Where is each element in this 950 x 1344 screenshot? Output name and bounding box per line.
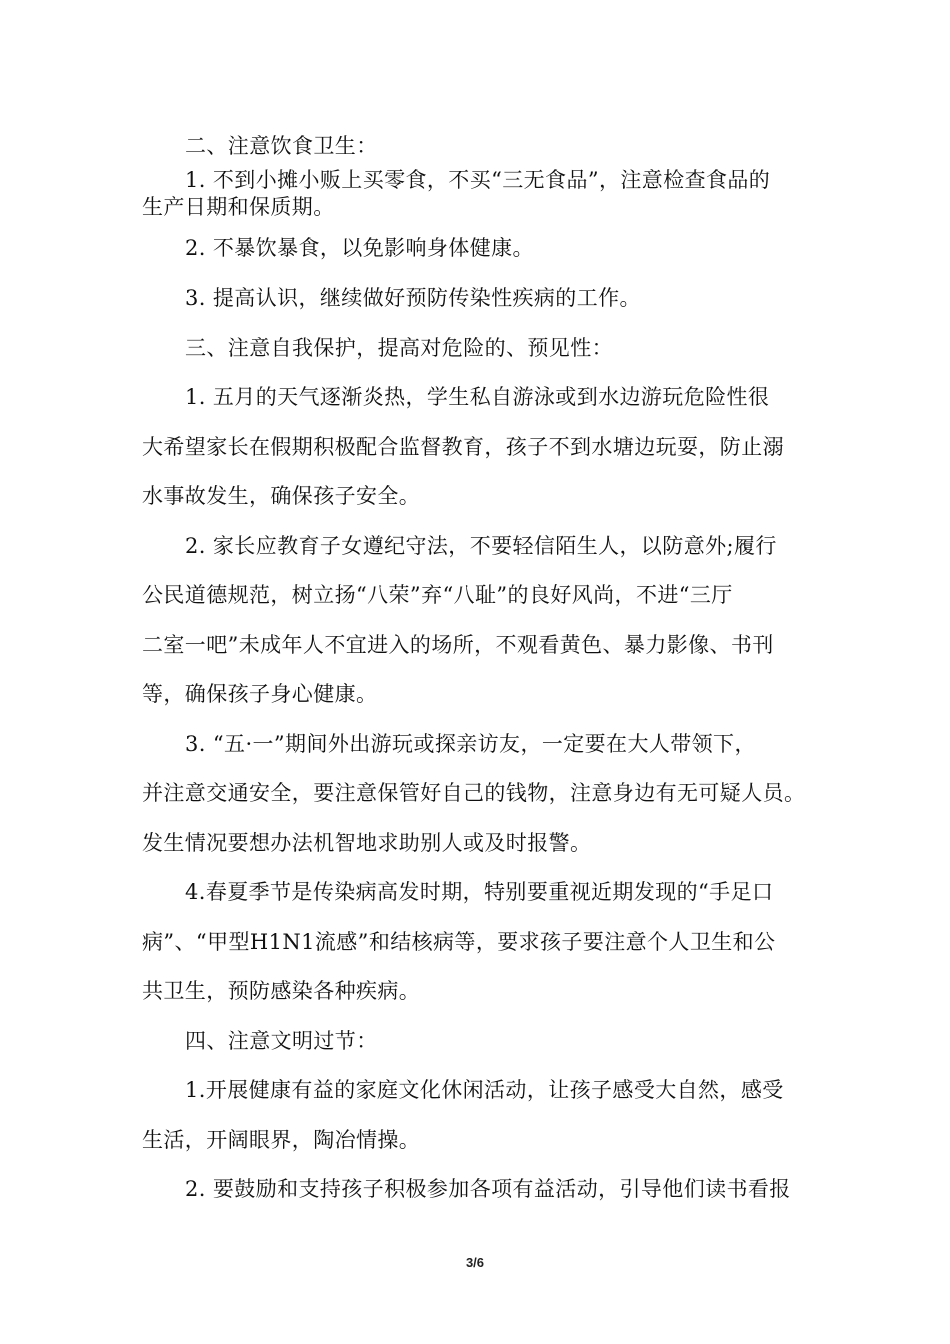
- paragraph-line: 3. “五·一”期间外出游玩或探亲访友，一定要在大人带领下，: [185, 732, 756, 756]
- paragraph-line: 等，确保孩子身心健康。: [142, 682, 378, 706]
- paragraph-line: 2. 要鼓励和支持孩子积极参加各项有益活动，引导他们读书看报: [185, 1177, 791, 1201]
- section-heading-diet-hygiene: 二、注意饮食卫生：: [185, 134, 378, 158]
- paragraph-line: 并注意交通安全，要注意保管好自己的钱物，注意身边有无可疑人员。: [142, 781, 806, 805]
- paragraph-line: 1.开展健康有益的家庭文化休闲活动，让孩子感受大自然，感受: [185, 1078, 784, 1102]
- paragraph-line: 二室一吧”未成年人不宜进入的场所，不观看黄色、暴力影像、书刊: [142, 633, 774, 657]
- paragraph-line: 4.春夏季节是传染病高发时期，特别要重视近期发现的“手足口: [185, 880, 774, 904]
- section-heading-self-protection: 三、注意自我保护，提高对危险的、预见性：: [185, 336, 613, 360]
- paragraph-line: 2. 不暴饮暴食，以免影响身体健康。: [185, 236, 534, 260]
- paragraph-line: 病”、“甲型H1N1流感”和结核病等，要求孩子要注意个人卫生和公: [142, 930, 776, 954]
- paragraph-line: 生活，开阔眼界，陶冶情操。: [142, 1128, 421, 1152]
- paragraph-line: 发生情况要想办法机智地求助别人或及时报警。: [142, 831, 592, 855]
- paragraph-line: 大希望家长在假期积极配合监督教育，孩子不到水塘边玩耍，防止溺: [142, 435, 784, 459]
- paragraph-line: 公民道德规范，树立扬“八荣”弃“八耻”的良好风尚，不进“三厅: [142, 583, 733, 607]
- section-heading-civilized-holiday: 四、注意文明过节：: [185, 1029, 378, 1053]
- page-number: 3/6: [465, 1255, 485, 1270]
- paragraph-line: 2. 家长应教育子女遵纪守法，不要轻信陌生人，以防意外;履行: [185, 534, 777, 558]
- paragraph-line: 共卫生，预防感染各种疾病。: [142, 979, 421, 1003]
- paragraph-line: 生产日期和保质期。: [142, 195, 335, 219]
- paragraph-line: 水事故发生，确保孩子安全。: [142, 484, 421, 508]
- paragraph-line: 3. 提高认识，继续做好预防传染性疾病的工作。: [185, 286, 641, 310]
- paragraph-line: 1. 不到小摊小贩上买零食，不买“三无食品”，注意检查食品的: [185, 168, 771, 192]
- paragraph-line: 1. 五月的天气逐渐炎热，学生私自游泳或到水边游玩危险性很: [185, 385, 770, 409]
